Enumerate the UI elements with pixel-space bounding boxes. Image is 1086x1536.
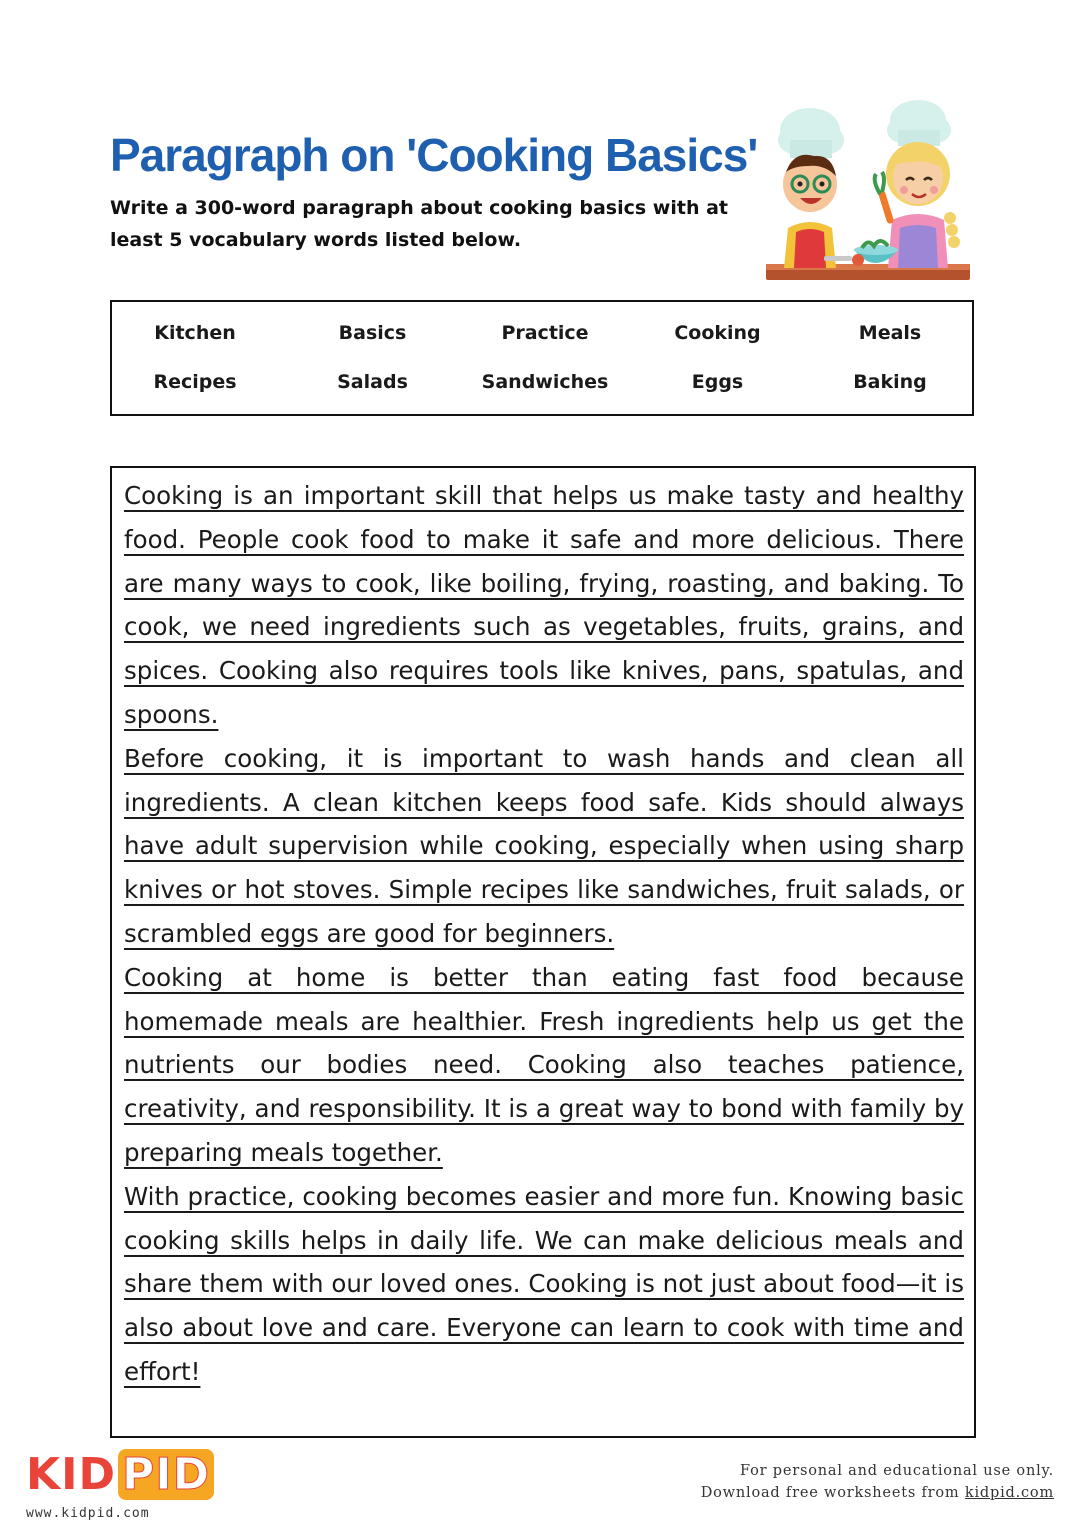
- vocab-word: Baking: [853, 371, 927, 393]
- footer-usage-note: For personal and educational use only.: [740, 1463, 1054, 1479]
- footer-note: [701, 1460, 1054, 1504]
- logo-pid-text: PID: [118, 1449, 214, 1500]
- vocab-word: Meals: [858, 322, 922, 344]
- vocabulary-box: [110, 300, 974, 416]
- footer-download-text: Download free worksheets from: [700, 1485, 965, 1501]
- paragraph-text: [124, 474, 964, 1394]
- vocab-word: Recipes: [153, 371, 237, 393]
- vocab-word: Salads: [337, 371, 408, 393]
- kid-chefs-illustration: [764, 100, 974, 285]
- paragraph: Cooking at home is better than eating fast food because homemade meals are healthier. Fresh ingredients help us get the nutrients our bodies need. Cooking also teaches patience, creativity, and responsibility. It is a great way to bond with family by preparing meals together.: [124, 962, 964, 1167]
- vocab-word: Basics: [338, 322, 407, 344]
- logo-url: www.kidpid.com: [26, 1506, 150, 1521]
- logo-wordmark: [26, 1449, 211, 1500]
- kidpid-link[interactable]: kidpid.com: [964, 1485, 1054, 1501]
- worksheet-instructions: Write a 300-word paragraph about cooking basics with at least 5 vocabulary words listed below.: [110, 197, 728, 251]
- paragraph: Before cooking, it is important to wash hands and clean all ingredients. A clean kitchen keeps food safe. Kids should always have adult supervision while cooking, especially when using sharp knives or hot stoves. Simple recipes like sandwiches, fruit salads, or scrambled eggs are good for beginners.: [124, 743, 964, 948]
- kidpid-logo: [26, 1449, 211, 1522]
- vocab-word: Kitchen: [154, 322, 236, 344]
- vocab-word: Cooking: [674, 322, 761, 344]
- worksheet-title: Paragraph on 'Cooking Basics': [110, 129, 758, 181]
- paragraph: Cooking is an important skill that helps us make tasty and healthy food. People cook food to make it safe and more delicious. There are many ways to cook, like boiling, frying, roasting, and baking. To cook, we need ingredients such as vegetables, fruits, grains, and spices. Cooking also requires tools like knives, pans, spatulas, and spoons.: [124, 481, 964, 729]
- logo-kid-text: KID: [26, 1449, 116, 1500]
- vocab-word: Eggs: [691, 371, 744, 393]
- vocab-word: Practice: [501, 322, 589, 344]
- vocabulary-grid: [130, 316, 950, 400]
- paragraph: With practice, cooking becomes easier and more fun. Knowing basic cooking skills helps in daily life. We can make delicious meals and share them with our loved ones. Cooking is not just about food—it is also about love and care. Everyone can learn to cook with time and effort!: [124, 1181, 964, 1386]
- footer-download-note: [701, 1482, 1054, 1504]
- vocab-word: Sandwiches: [481, 371, 609, 393]
- paragraph-box: [110, 466, 976, 1438]
